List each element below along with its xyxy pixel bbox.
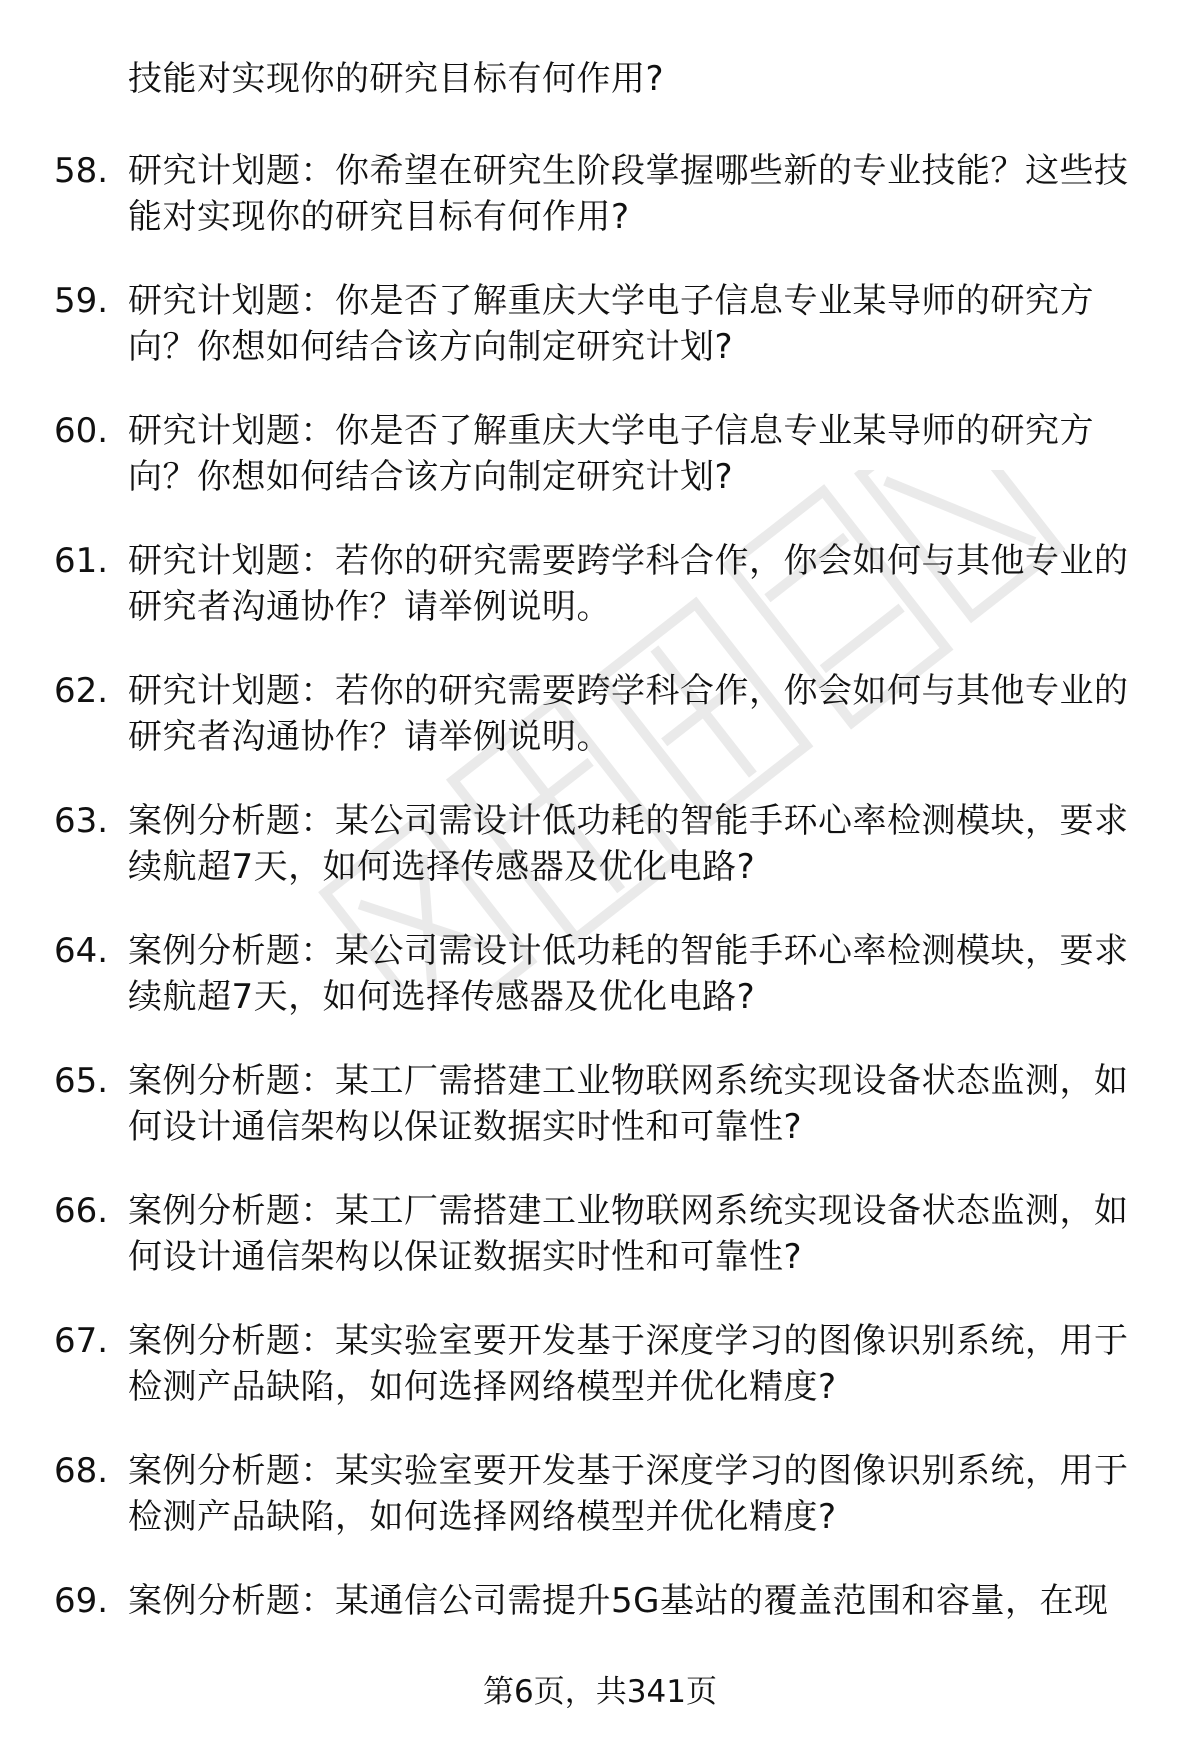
question-number: 61.: [54, 541, 109, 581]
question-number: 69.: [54, 1581, 109, 1621]
question-text: 研究计划题：若你的研究需要跨学科合作，你会如何与其他专业的研究者沟通协作？请举例说明。: [128, 541, 1129, 627]
continued-question-text: 技能对实现你的研究目标有何作用?: [128, 59, 665, 99]
question-text: 案例分析题：某实验室要开发基于深度学习的图像识别系统，用于检测产品缺陷，如何选择网络模型并优化精度?: [128, 1321, 1129, 1407]
question-text: 案例分析题：某实验室要开发基于深度学习的图像识别系统，用于检测产品缺陷，如何选择网络模型并优化精度?: [128, 1451, 1129, 1537]
question-number: 58.: [54, 151, 109, 191]
list-item: [0, 928, 1200, 1058]
list-item: [0, 798, 1200, 928]
question-text: 研究计划题：你是否了解重庆大学电子信息专业某导师的研究方向？你想如何结合该方向制定研究计划?: [128, 411, 1094, 497]
question-text: 案例分析题：某工厂需搭建工业物联网系统实现设备状态监测，如何设计通信架构以保证数据实时性和可靠性?: [128, 1191, 1129, 1277]
question-text: 案例分析题：某通信公司需提升5G基站的覆盖范围和容量，在现: [128, 1581, 1109, 1621]
list-item: [0, 278, 1200, 408]
list-item: [0, 668, 1200, 798]
question-number: 65.: [54, 1061, 109, 1101]
question-number: 60.: [54, 411, 109, 451]
question-text: 案例分析题：某公司需设计低功耗的智能手环心率检测模块，要求续航超7天，如何选择传感器及优化电路?: [128, 931, 1129, 1017]
question-list: [0, 148, 1200, 1708]
question-text: 案例分析题：某工厂需搭建工业物联网系统实现设备状态监测，如何设计通信架构以保证数据实时性和可靠性?: [128, 1061, 1129, 1147]
question-number: 62.: [54, 671, 109, 711]
question-number: 59.: [54, 281, 109, 321]
question-text: 研究计划题：你希望在研究生阶段掌握哪些新的专业技能？这些技能对实现你的研究目标有何作用?: [128, 151, 1129, 237]
question-number: 67.: [54, 1321, 109, 1361]
question-text: 研究计划题：若你的研究需要跨学科合作，你会如何与其他专业的研究者沟通协作？请举例说明。: [128, 671, 1129, 757]
list-item: [0, 1448, 1200, 1578]
list-item: [0, 408, 1200, 538]
list-item: [0, 1318, 1200, 1448]
question-number: 63.: [54, 801, 109, 841]
question-number: 68.: [54, 1451, 109, 1491]
question-text: 研究计划题：你是否了解重庆大学电子信息专业某导师的研究方向？你想如何结合该方向制定研究计划?: [128, 281, 1094, 367]
page-footer: 第6页，共341页: [483, 1674, 717, 1710]
question-number: 64.: [54, 931, 109, 971]
list-item: [0, 1058, 1200, 1188]
question-number: 66.: [54, 1191, 109, 1231]
list-item: [0, 1188, 1200, 1318]
list-item: [0, 538, 1200, 668]
question-text: 案例分析题：某公司需设计低功耗的智能手环心率检测模块，要求续航超7天，如何选择传感器及优化电路?: [128, 801, 1129, 887]
list-item: [0, 148, 1200, 278]
